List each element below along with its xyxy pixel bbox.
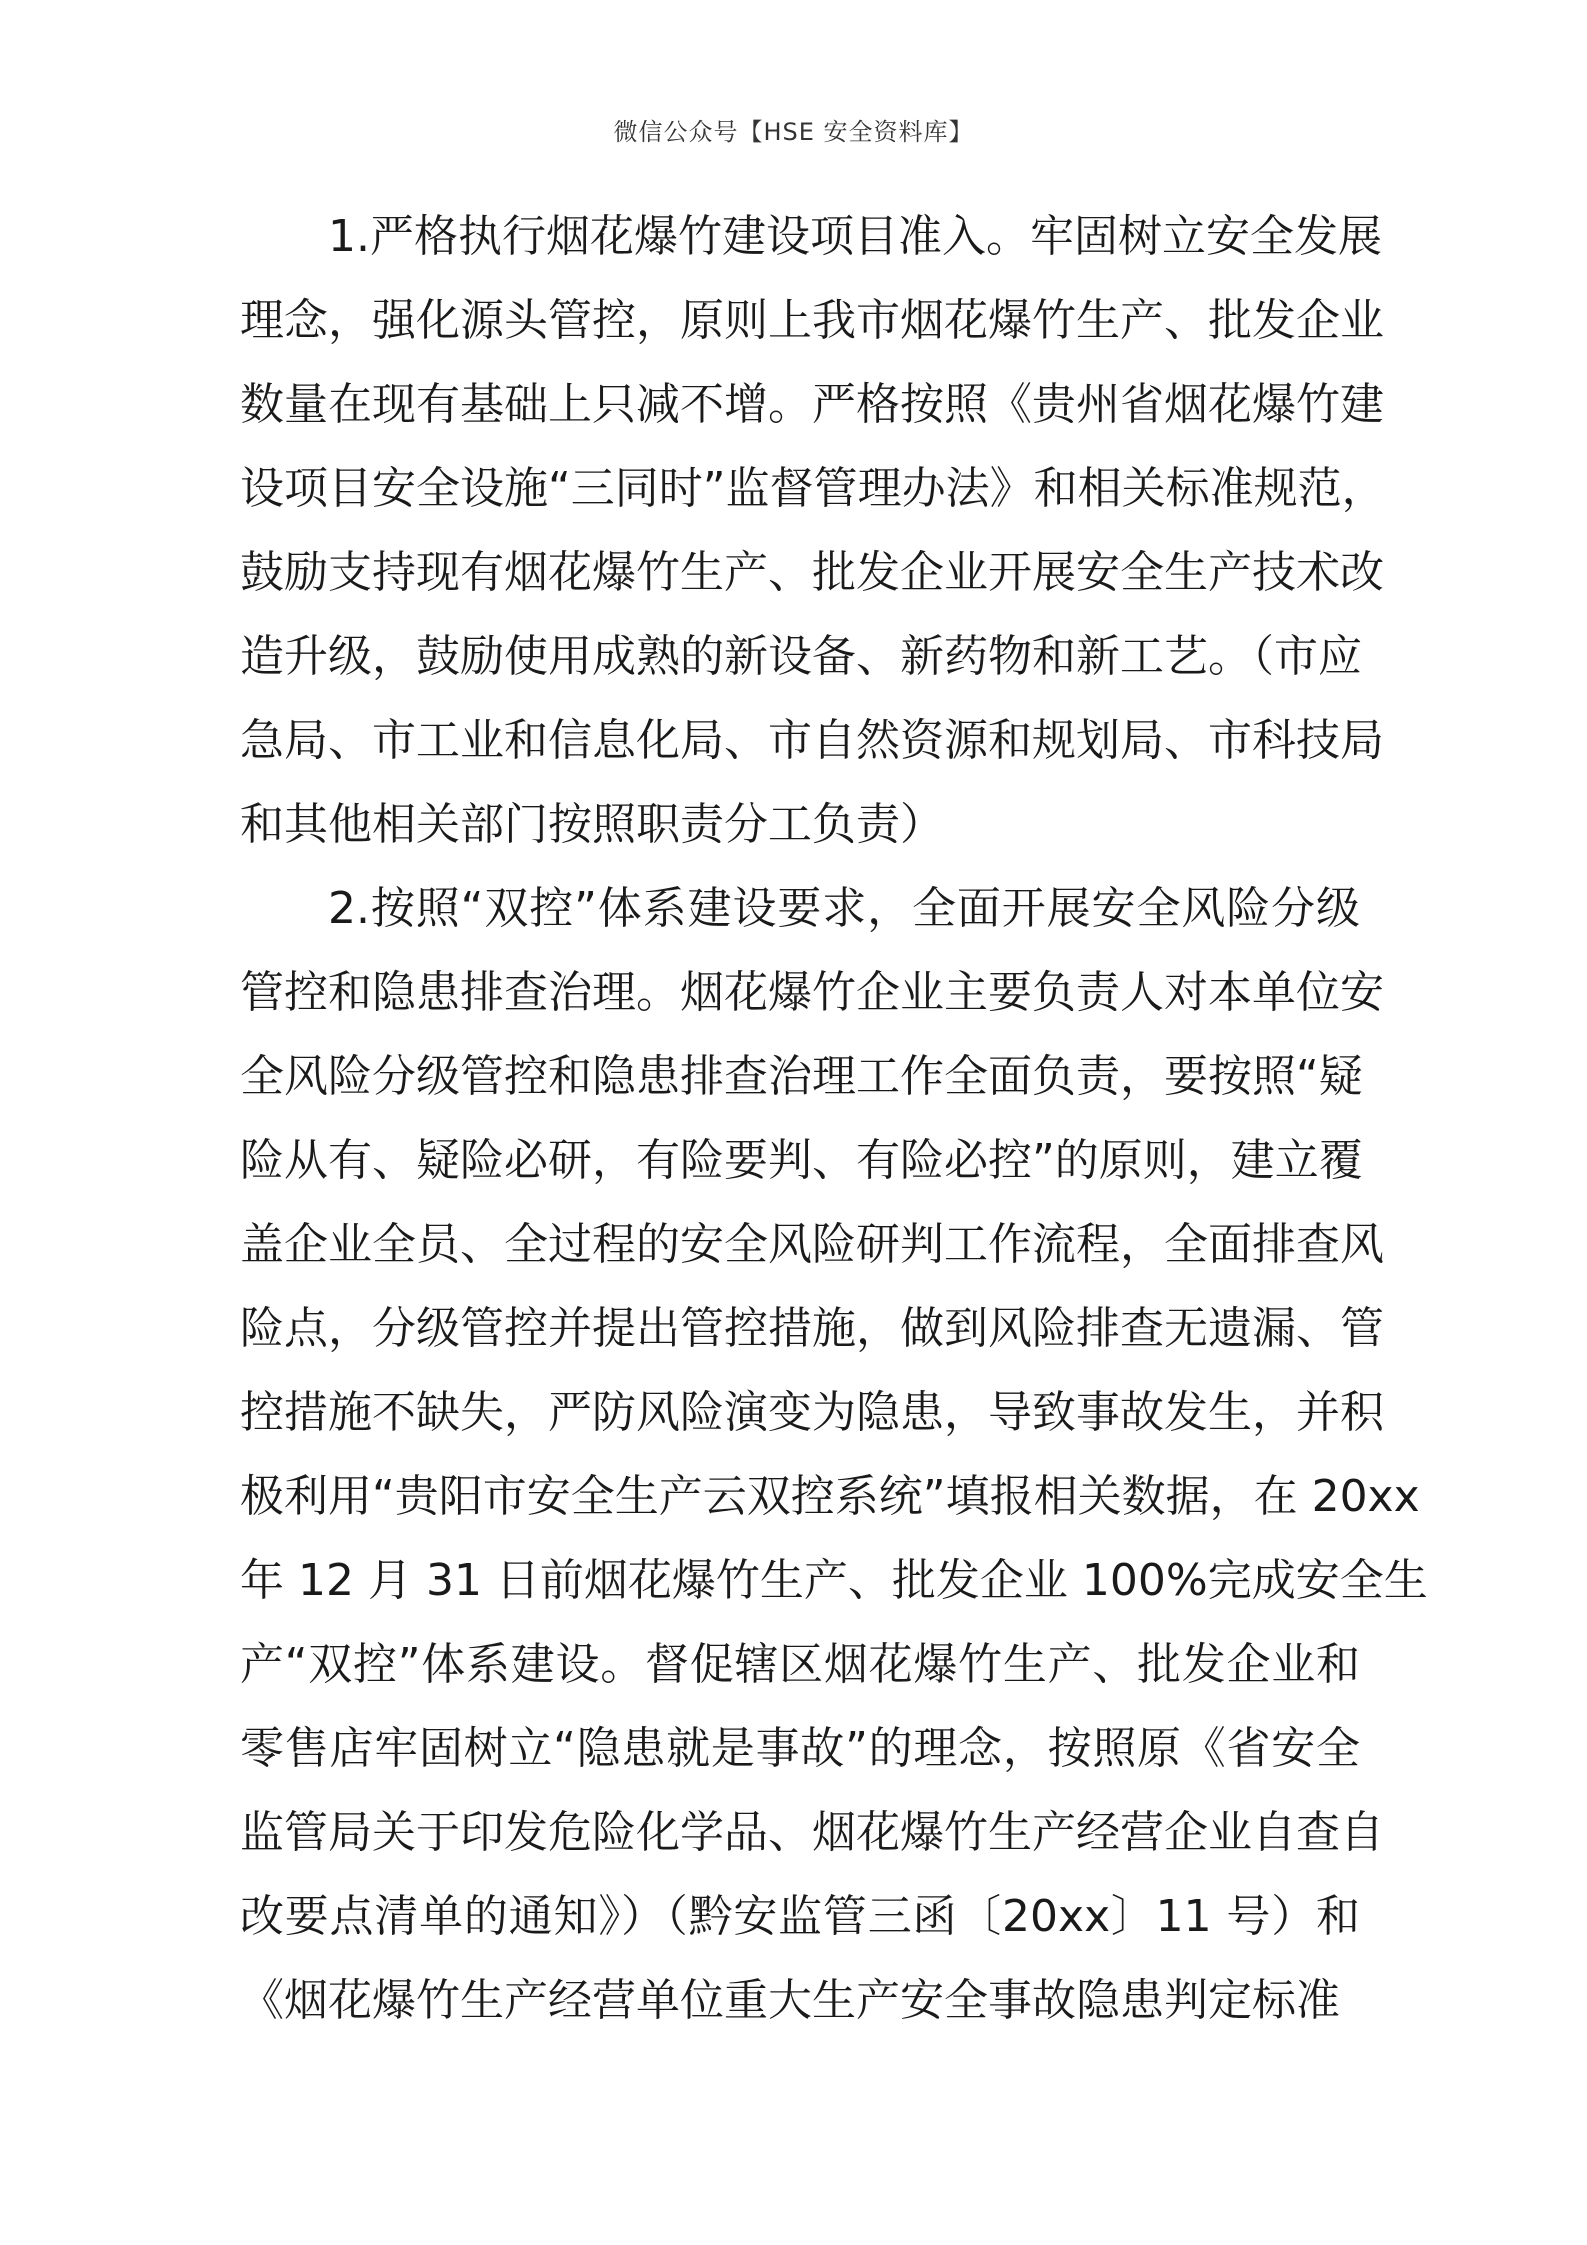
text-line: 极利用“贵阳市安全生产云双控系统”填报相关数据，在 20xx bbox=[240, 1471, 1420, 1522]
text-line: 理念，强化源头管控，原则上我市烟花爆竹生产、批发企业 bbox=[240, 295, 1384, 346]
paragraph-1 bbox=[240, 195, 1386, 867]
text-line: 险点，分级管控并提出管控措施，做到风险排查无遗漏、管 bbox=[240, 1303, 1384, 1354]
text-line: 年 12 月 31 日前烟花爆竹生产、批发企业 100%完成安全生 bbox=[240, 1555, 1428, 1606]
text-line: 险从有、疑险必研，有险要判、有险必控”的原则，建立覆 bbox=[240, 1135, 1363, 1186]
text-line: 产“双控”体系建设。督促辖区烟花爆竹生产、批发企业和 bbox=[240, 1639, 1360, 1690]
text-line: 监管局关于印发危险化学品、烟花爆竹生产经营企业自查自 bbox=[240, 1807, 1384, 1858]
text-line: 1.严格执行烟花爆竹建设项目准入。牢固树立安全发展 bbox=[328, 211, 1382, 262]
text-line: 控措施不缺失，严防风险演变为隐患，导致事故发生，并积 bbox=[240, 1387, 1384, 1438]
text-line: 急局、市工业和信息化局、市自然资源和规划局、市科技局 bbox=[240, 715, 1384, 766]
text-line: 改要点清单的通知》）（黔安监管三函〔20xx〕11 号）和 bbox=[240, 1891, 1360, 1942]
text-line: 设项目安全设施“三同时”监督管理办法》和相关标准规范， bbox=[240, 463, 1386, 514]
text-line: 造升级，鼓励使用成熟的新设备、新药物和新工艺。（市应 bbox=[240, 631, 1362, 682]
document-body bbox=[240, 195, 1428, 2043]
text-line: 鼓励支持现有烟花爆竹生产、批发企业开展安全生产技术改 bbox=[240, 547, 1384, 598]
text-line: 和其他相关部门按照职责分工负责） bbox=[240, 799, 944, 850]
text-line: 全风险分级管控和隐患排查治理工作全面负责，要按照“疑 bbox=[240, 1051, 1363, 1102]
text-line: 零售店牢固树立“隐患就是事故”的理念，按照原《省安全 bbox=[240, 1723, 1360, 1774]
text-line: 《烟花爆竹生产经营单位重大生产安全事故隐患判定标准 bbox=[240, 1975, 1340, 2026]
text-line: 管控和隐患排查治理。烟花爆竹企业主要负责人对本单位安 bbox=[240, 967, 1384, 1018]
text-line: 盖企业全员、全过程的安全风险研判工作流程，全面排查风 bbox=[240, 1219, 1384, 1270]
page-header: 微信公众号【HSE 安全资料库】 bbox=[613, 118, 974, 146]
paragraph-2 bbox=[240, 867, 1428, 2043]
text-line: 数量在现有基础上只减不增。严格按照《贵州省烟花爆竹建 bbox=[240, 379, 1384, 430]
text-line: 2.按照“双控”体系建设要求，全面开展安全风险分级 bbox=[328, 883, 1360, 934]
